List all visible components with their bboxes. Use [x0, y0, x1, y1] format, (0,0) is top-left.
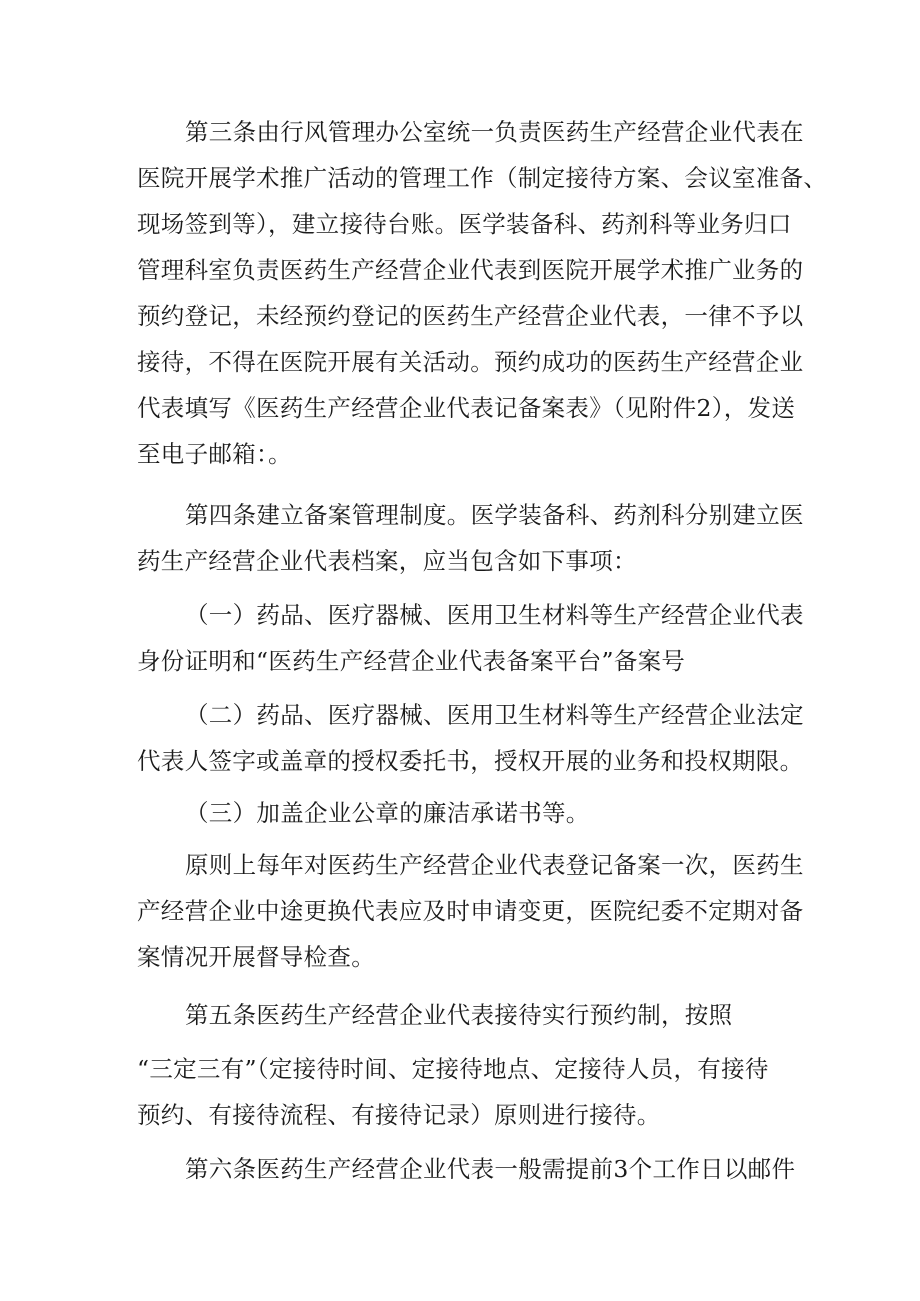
text-line: 接待，不得在医院开展有关活动。预约成功的医药生产经营企业	[137, 348, 804, 376]
text-line: 预约登记，未经预约登记的医药生产经营企业代表，一律不予以	[137, 302, 804, 330]
text-line: 第三条由行风管理办公室统一负责医药生产经营企业代表在	[185, 118, 804, 146]
text-line: 案情况开展督导检查。	[137, 943, 375, 971]
text-line: 至电子邮箱：。	[137, 440, 292, 468]
text-line: 身份证明和“医药生产经营企业代表备案平台”备案号	[137, 647, 686, 675]
text-line: （一）药品、医疗器械、医用卫生材料等生产经营企业代表	[185, 601, 804, 629]
text-line: 管理科室负责医药生产经营企业代表到医院开展学术推广业务的	[137, 256, 804, 284]
text-line: 现场签到等），建立接待台账。医学装备科、药剂科等业务归口	[137, 210, 792, 238]
text-line: 药生产经营企业代表档案，应当包含如下事项：	[137, 547, 637, 575]
text-line: （三）加盖企业公章的廉洁承诺书等。	[185, 799, 590, 827]
text-line: 代表填写《医药生产经营企业代表记备案表》（见附件2），发送	[137, 394, 796, 422]
text-line: 第四条建立备案管理制度。医学装备科、药剂科分别建立医	[185, 501, 804, 529]
text-line: 第五条医药生产经营企业代表接待实行预约制，按照	[185, 1001, 733, 1029]
text-line: （二）药品、医疗器械、医用卫生材料等生产经营企业法定	[185, 701, 804, 729]
text-line: 原则上每年对医药生产经营企业代表登记备案一次，医药生	[185, 851, 804, 879]
text-line: “三定三有”（定接待时间、定接待地点、定接待人员，有接待	[137, 1055, 769, 1083]
text-line: 产经营企业中途更换代表应及时申请变更，医院纪委不定期对备	[137, 897, 804, 925]
text-line: 预约、有接待流程、有接待记录）原则进行接待。	[137, 1101, 661, 1129]
text-line: 医院开展学术推广活动的管理工作（制定接待方案、会议室准备、	[137, 164, 828, 192]
text-line: 第六条医药生产经营企业代表一般需提前3个工作日以邮件	[185, 1155, 796, 1183]
text-line: 代表人签字或盖章的授权委托书，授权开展的业务和投权期限。	[137, 747, 804, 775]
